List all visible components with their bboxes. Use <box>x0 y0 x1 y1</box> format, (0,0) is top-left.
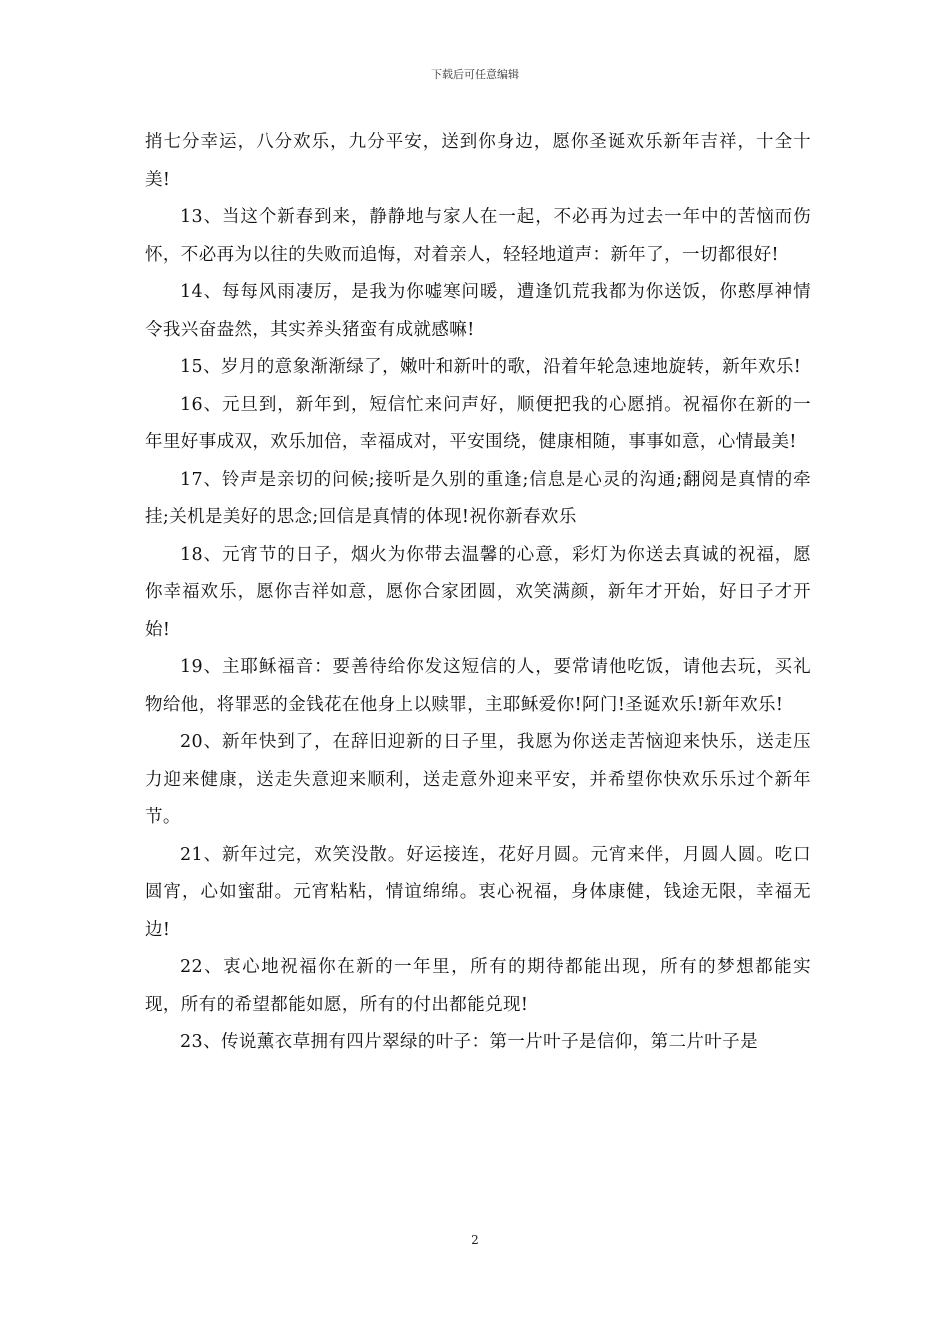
paragraph-18: 18、元宵节的日子，烟火为你带去温馨的心意，彩灯为你送去真诚的祝福，愿你幸福欢乐，愿你吉祥如意，愿你合家团圆，欢笑满颜，新年才开始，好日子才开始! <box>145 544 811 640</box>
document-body <box>145 124 811 1062</box>
paragraph-17: 17、铃声是亲切的问候;接听是久别的重逢;信息是心灵的沟通;翻阅是真情的牵挂;关机是美好的思念;回信是真情的体现!祝你新春欢乐 <box>145 469 811 527</box>
paragraph-23: 23、传说薰衣草拥有四片翠绿的叶子：第一片叶子是信仰，第二片叶子是 <box>180 1032 758 1052</box>
paragraph-20: 20、新年快到了，在辞旧迎新的日子里，我愿为你送走苦恼迎来快乐，送走压力迎来健康，送走失意迎来顺利，送走意外迎来平安，并希望你快欢乐乐过个新年节。 <box>145 732 811 827</box>
paragraph-22: 22、衷心地祝福你在新的一年里，所有的期待都能出现，所有的梦想都能实现，所有的希望都能如愿，所有的付出都能兑现! <box>145 957 811 1015</box>
paragraph-14: 14、每每风雨凄厉，是我为你嘘寒问暖，遭逢饥荒我都为你送饭，你憨厚神情令我兴奋盎然，其实养头猪蛮有成就感嘛! <box>145 282 811 340</box>
paragraph-continuation: 捎七分幸运，八分欢乐，九分平安，送到你身边，愿你圣诞欢乐新年吉祥，十全十美! <box>145 132 811 190</box>
paragraph-21: 21、新年过完，欢笑没散。好运接连，花好月圆。元宵来伴，月圆人圆。吃口圆宵，心如蜜甜。元宵粘粘，情谊绵绵。衷心祝福，身体康健，钱途无限，幸福无边! <box>145 844 811 940</box>
paragraph-15: 15、岁月的意象渐渐绿了，嫩叶和新叶的歌，沿着年轮急速地旋转，新年欢乐! <box>180 357 802 377</box>
paragraph-13: 13、当这个新春到来，静静地与家人在一起，不必再为过去一年中的苦恼而伤怀，不必再为以往的失败而追悔，对着亲人，轻轻地道声：新年了，一切都很好! <box>145 207 811 265</box>
paragraph-16: 16、元旦到，新年到，短信忙来问声好，顺便把我的心愿捎。祝福你在新的一年里好事成双，欢乐加倍，幸福成对，平安围绕，健康相随，事事如意，心情最美! <box>145 394 811 452</box>
page-number: 2 <box>471 1233 479 1247</box>
page-header: 下载后可任意编辑 <box>431 68 519 81</box>
paragraph-19: 19、主耶稣福音：要善待给你发这短信的人，要常请他吃饭，请他去玩，买礼物给他，将罪恶的金钱花在他身上以赎罪，主耶稣爱你!阿门!圣诞欢乐!新年欢乐! <box>145 657 811 715</box>
